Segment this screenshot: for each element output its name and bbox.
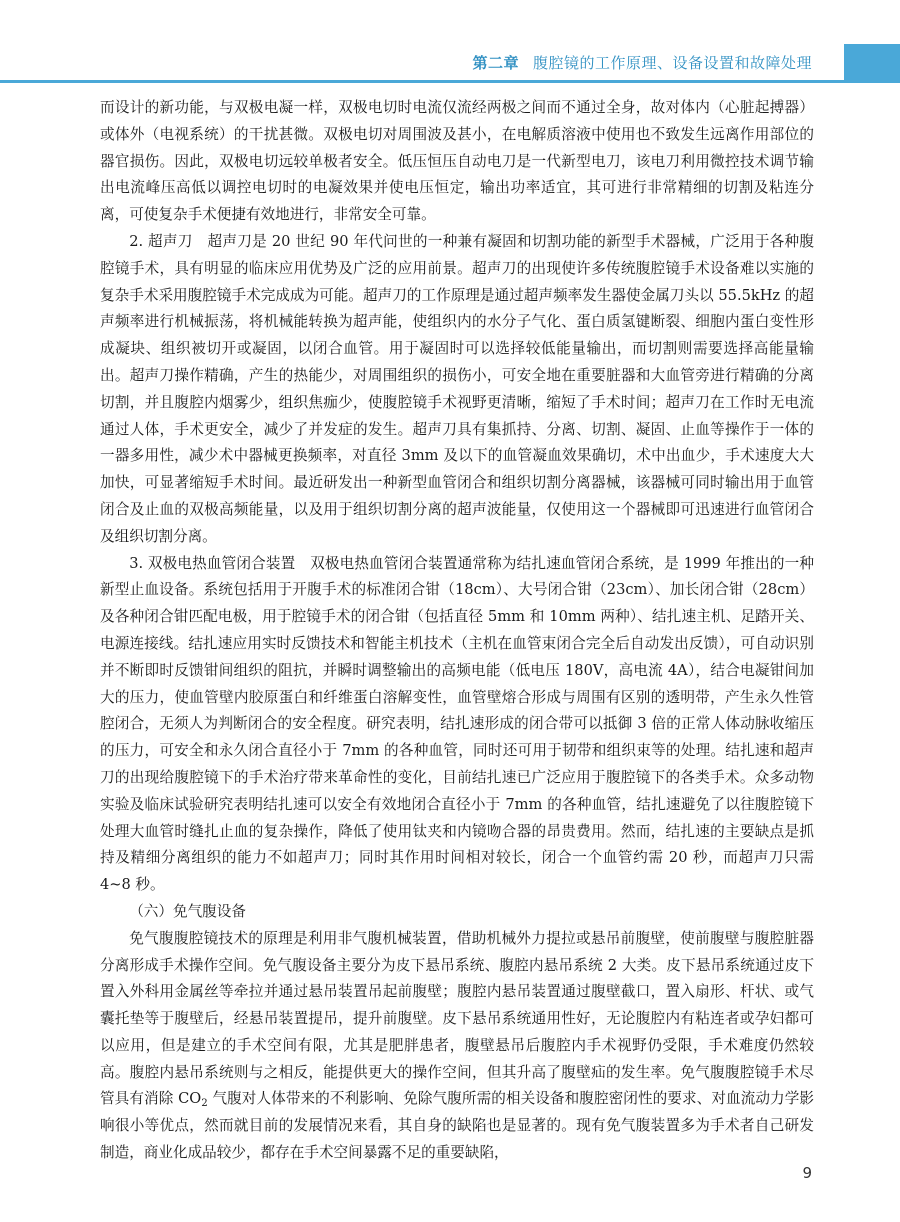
paragraph-vessel-sealing: 3. 双极电热血管闭合装置 双极电热血管闭合装置通常称为结扎速血管闭合系统，是 1999 年推出的一种新型止血设备。系统包括用于开腹手术的标准闭合钳（18cm）、大号闭合钳（23cm）、加长闭合钳（28cm）及各种闭合钳匹配电极，用于腔镜手术的闭合钳（包括直径 5mm 和 10mm 两种）、结扎速主机、足踏开关、电源连接线。结扎速应用实时反馈技术和智能主机技术（主机在血管束闭合完全后自动发出反馈），可自动识别并不断即时反馈钳间组织的阻抗，并瞬时调整输出的高频电能（低电压 180V，高电流 4A），结合电凝钳间加大的压力，使血管壁内胶原蛋白和纤维蛋白溶解变性，血管壁熔合形成与周围有区别的透明带，产生永久性管腔闭合，无须人为判断闭合的安全程度。研究表明，结扎速形成的闭合带可以抵御 3 倍的正常人体动脉收缩压的压力，可安全和永久闭合直径小于 7mm 的各种血管，同时还可用于韧带和组织束等的处理。结扎速和超声刀的出现给腹腔镜下的手术治疗带来革命性的变化，目前结扎速已广泛应用于腹腔镜下的各类手术。众多动物实验及临床试验研究表明结扎速可以安全有效地闭合直径小于 7mm 的各种血管，结扎速避免了以往腹腔镜下处理大血管时缝扎止血的复杂操作，降低了使用钛夹和内镜吻合器的昂贵费用。然而，结扎速的主要缺点是抓持及精细分离组织的能力不如超声刀；同时其作用时间相对较长，闭合一个血管约需 20 秒，而超声刀只需 4~8 秒。 (100, 554, 814, 894)
header-color-block (844, 44, 900, 80)
paragraph-ultrasonic-scalpel: 2. 超声刀 超声刀是 20 世纪 90 年代问世的一种兼有凝固和切割功能的新型手术器械，广泛用于各种腹腔镜手术，具有明显的临床应用优势及广泛的应用前景。超声刀的出现使许多传统腹腔镜手术设备难以实施的复杂手术采用腹腔镜手术完成成为可能。超声刀的工作原理是通过超声频率发生器使金属刀头以 55.5kHz 的超声频率进行机械振荡，将机械能转换为超声能，使组织内的水分子气化、蛋白质氢键断裂、细胞内蛋白变性形成凝块、组织被切开或凝固，以闭合血管。用于凝固时可以选择较低能量输出，而切割则需要选择高能量输出。超声刀操作精确，产生的热能少，对周围组织的损伤小，可安全地在重要脏器和大血管旁进行精确的分离切割，并且腹腔内烟雾少，组织焦痂少，使腹腔镜手术视野更清晰，缩短了手术时间；超声刀在工作时无电流通过人体，手术更安全，减少了并发症的发生。超声刀具有集抓持、分离、切割、凝固、止血等操作于一体的一器多用性，减少术中器械更换频率，对直径 3mm 及以下的血管凝血效果确切，术中出血少，手术速度大大加快，可显著缩短手术时间。最近研发出一种新型血管闭合和组织切割分离器械，该器械可同时输出用于血管闭合及止血的双极高频能量，以及用于组织切割分离的超声波能量，仅使用这一个器械即可迅速进行血管闭合及组织切割分离。 (100, 232, 814, 545)
section-heading-gasless: （六）免气腹设备 (129, 902, 246, 920)
header-rule (0, 80, 900, 83)
page-number: 9 (802, 1164, 812, 1182)
co2-subscript: 2 (201, 1098, 208, 1110)
paragraph-gasless-laparoscopy (100, 926, 814, 1167)
chapter-label: 第二章 (472, 54, 519, 72)
paragraph-gasless-part2: 气腹对人体带来的不利影响、免除气腹所需的相关设备和腹腔密闭性的要求、对血流动力学影响很小等优点，然而就目前的发展情况来看，其自身的缺陷也是显著的。现有免气腹装置多为手术者自己研发制造，商业化成品较少，都存在手术空间暴露不足的重要缺陷， (100, 1090, 814, 1162)
paragraph-gasless-part1: 免气腹腹腔镜技术的原理是利用非气腹机械装置，借助机械外力提拉或悬吊前腹壁，使前腹壁与腹腔脏器分离形成手术操作空间。免气腹设备主要分为皮下悬吊系统、腹腔内悬吊系统 2 大类。皮下悬吊系统通过皮下置入外科用金属丝等牵拉并通过悬吊装置吊起前腹壁；腹腔内悬吊装置通过腹壁截口，置入扇形、杆状、或气囊托垫等于腹壁后，经悬吊装置提吊，提升前腹壁。皮下悬吊系统通用性好，无论腹腔内有粘连者或孕妇都可以应用，但是建立的手术空间有限，尤其是肥胖患者，腹壁悬吊后腹腔内手术视野仍受限，手术难度仍然较高。腹腔内悬吊系统则与之相反，能提供更大的操作空间，但其升高了腹壁疝的发生率。免气腹腹腔镜手术尽管具有消除 CO (100, 929, 814, 1108)
header-title (472, 52, 812, 73)
chapter-title: 腹腔镜的工作原理、设备设置和故障处理 (532, 54, 812, 72)
body-text (100, 95, 814, 1167)
running-header (0, 44, 900, 84)
paragraph-bipolar-cutting: 而设计的新功能，与双极电凝一样，双极电切时电流仅流经两极之间而不通过全身，故对体内（心脏起搏器）或体外（电视系统）的干扰甚微。双极电切对周围波及甚小，在电解质溶液中使用也不致发生远离作用部位的器官损伤。因此，双极电切远较单极者安全。低压恒压自动电刀是一代新型电刀，该电刀利用微控技术调节输出电流峰压高低以调控电切时的电凝效果并使电压恒定，输出功率适宜，其可进行非常精细的切割及粘连分离，可使复杂手术便捷有效地进行，非常安全可靠。 (100, 99, 814, 224)
